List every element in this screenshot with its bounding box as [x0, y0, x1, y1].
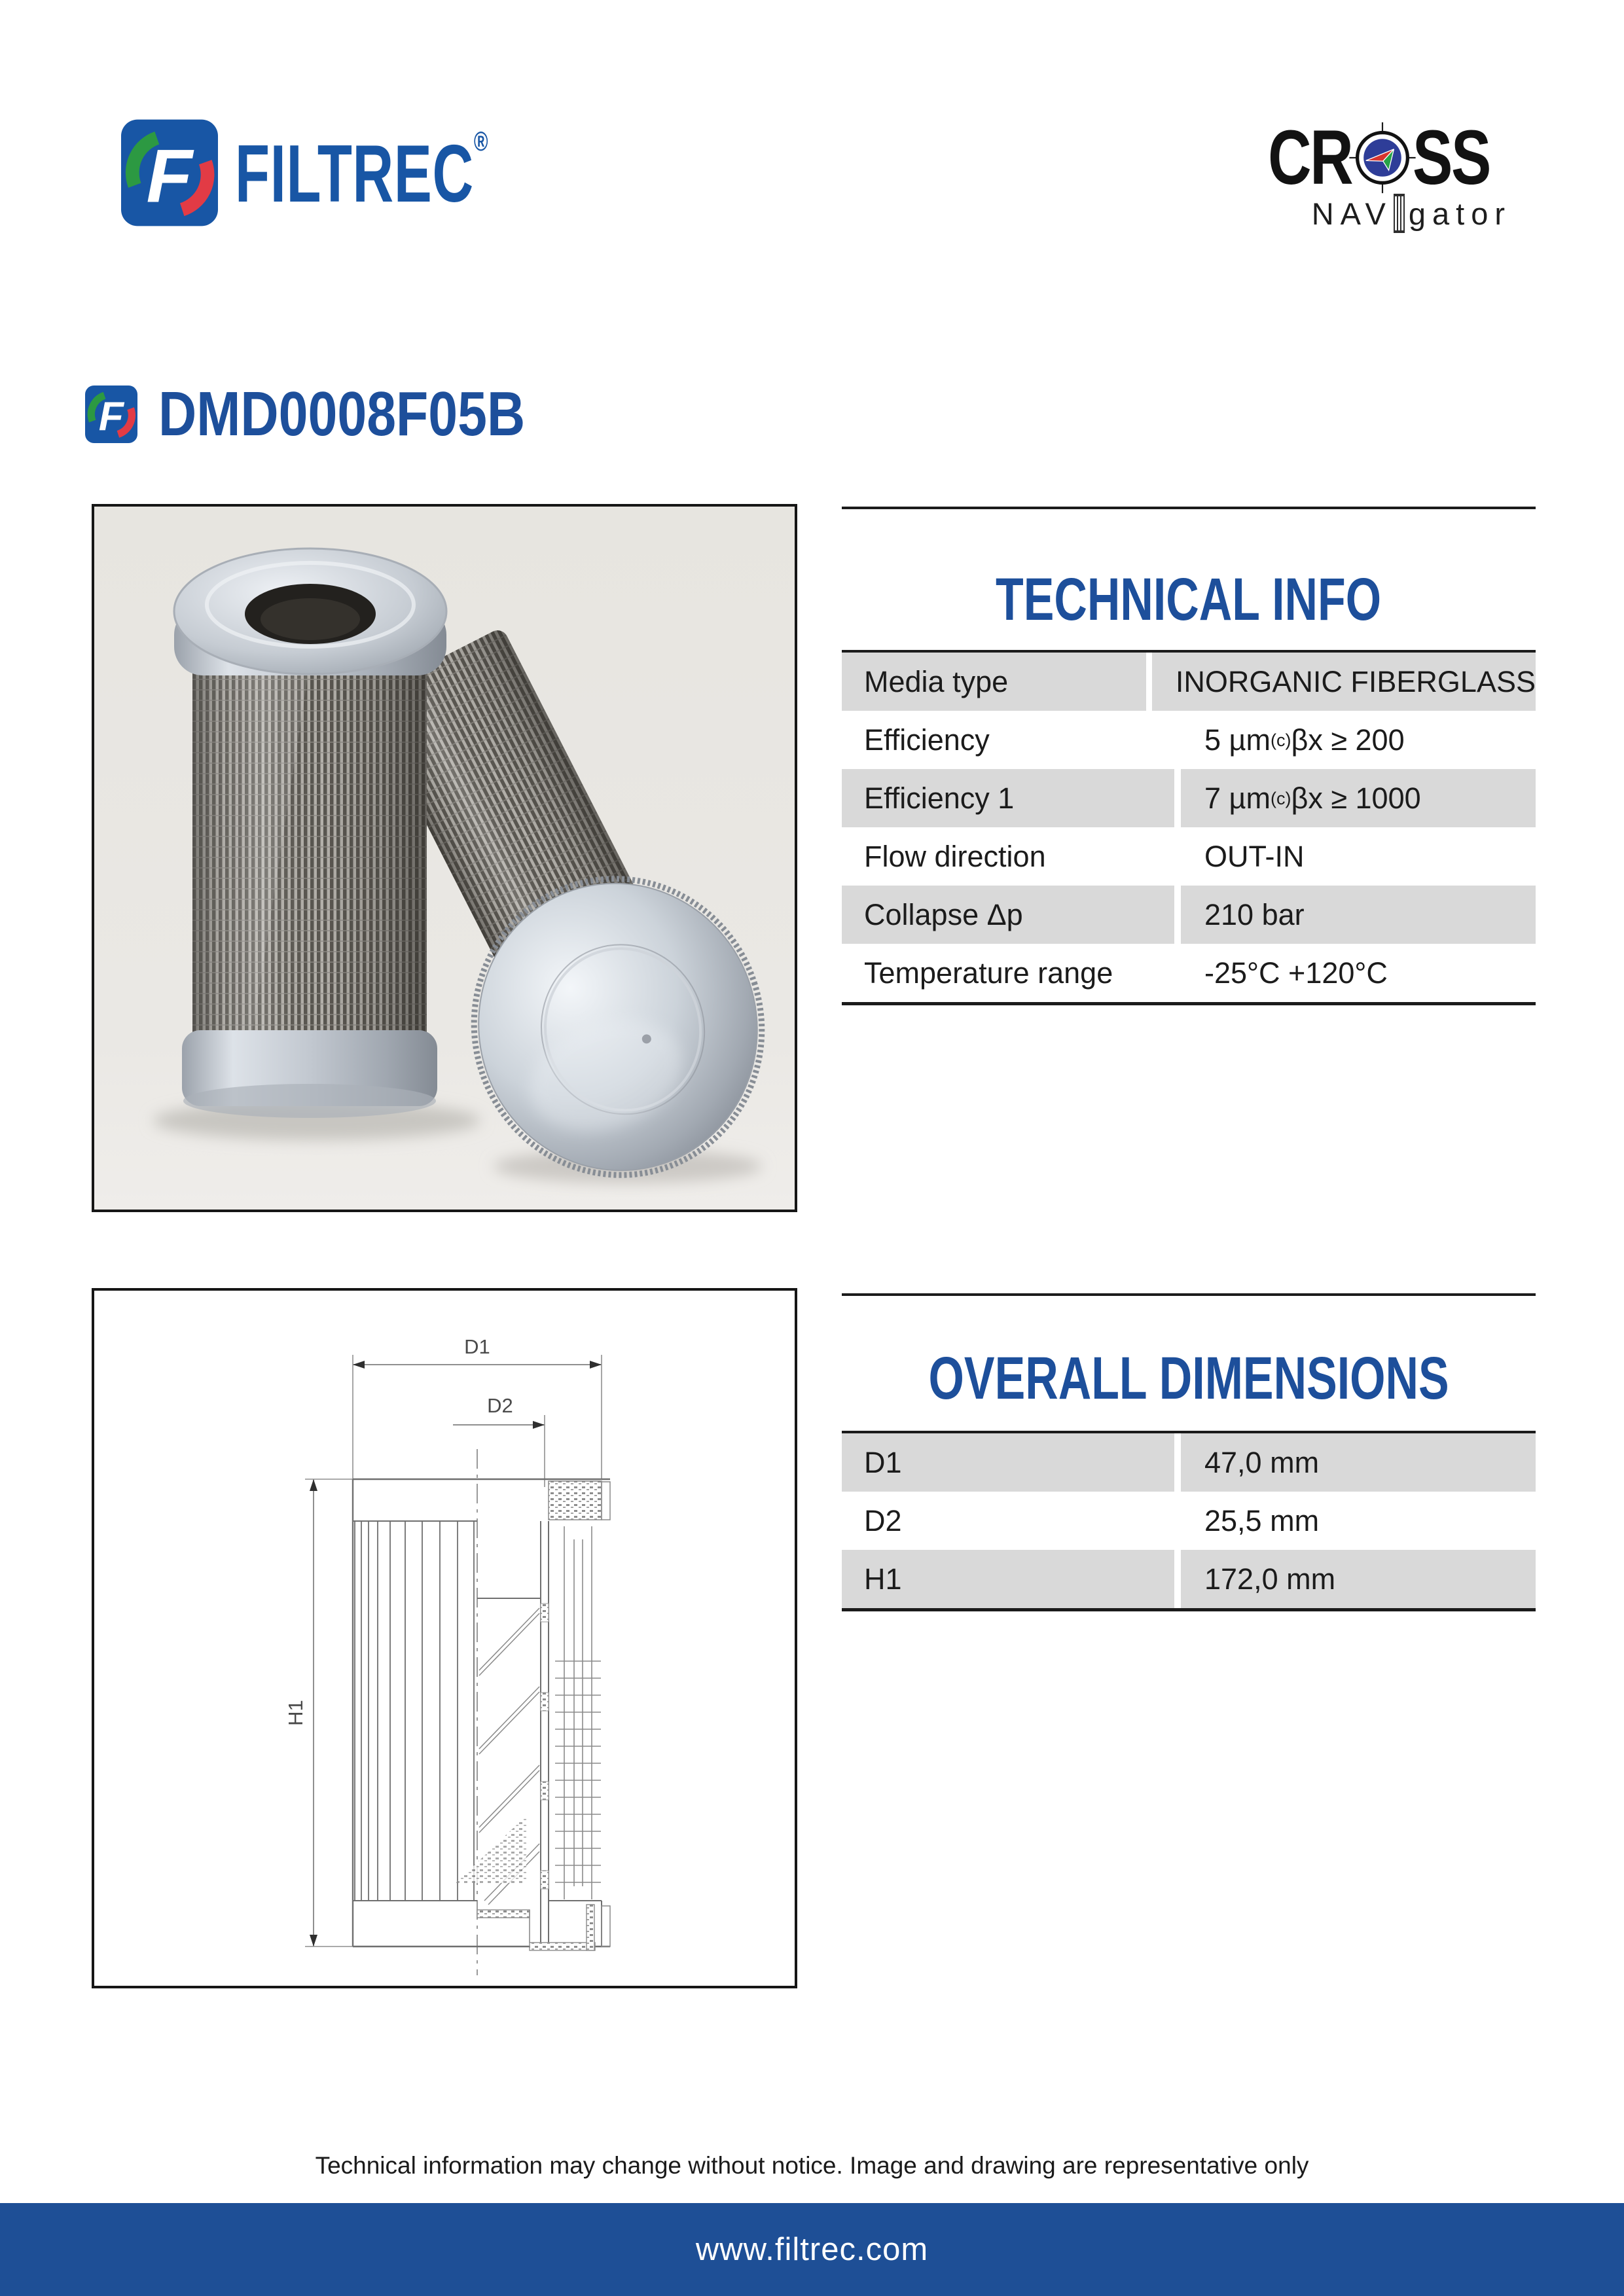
overall-dimensions-divider	[842, 1293, 1536, 1296]
table-row	[842, 1550, 1536, 1608]
disclaimer-text: Technical information may change without notice. Image and drawing are representative only	[315, 2152, 1309, 2179]
table-row	[842, 653, 1536, 711]
product-filtrec-icon	[85, 384, 137, 444]
table-row	[842, 944, 1536, 1002]
row-value: 47,0 mm	[1181, 1433, 1536, 1492]
overall-dimensions-title: OVERALL DIMENSIONS	[928, 1345, 1449, 1412]
cross-logo-text-left: CR	[1268, 115, 1352, 201]
svg-text:F: F	[98, 394, 124, 439]
row-label: D2	[864, 1503, 902, 1537]
registered-mark: ®	[473, 125, 489, 156]
pillar-icon	[1394, 194, 1405, 233]
table-row	[842, 827, 1536, 886]
row-label: Efficiency	[864, 723, 990, 757]
table-row	[842, 886, 1536, 944]
technical-drawing	[92, 1288, 797, 1988]
filtrec-logo-text: FILTREC®	[235, 125, 489, 219]
table-row	[842, 1433, 1536, 1492]
filtrec-logo	[121, 119, 597, 226]
row-label: D1	[842, 1433, 1174, 1492]
product-code: DMD0008F05B	[158, 379, 526, 449]
row-value: INORGANIC FIBERGLASS	[1152, 653, 1536, 711]
row-label: H1	[842, 1550, 1174, 1608]
drawing-label-h1: H1	[284, 1700, 307, 1726]
row-label: Media type	[842, 653, 1146, 711]
compass-icon	[1351, 126, 1414, 189]
row-label: Temperature range	[864, 956, 1113, 990]
product-photo	[92, 504, 797, 1212]
row-label: Flow direction	[864, 839, 1046, 873]
overall-dimensions-table	[842, 1431, 1536, 1611]
row-value: 210 bar	[1181, 886, 1536, 944]
row-value: 172,0 mm	[1181, 1550, 1536, 1608]
technical-info-divider	[842, 507, 1536, 509]
table-row	[842, 769, 1536, 827]
cross-logo-text-right: SS	[1412, 115, 1490, 201]
svg-text:F: F	[146, 134, 192, 219]
technical-drawing-image	[94, 1291, 795, 1986]
filter-element-standing	[174, 548, 446, 1118]
drawing-label-d1: D1	[464, 1335, 490, 1358]
technical-info-table	[842, 650, 1536, 1005]
row-value: 7 µm (c) βx ≥ 1000	[1181, 769, 1536, 827]
filtrec-logo-icon	[121, 119, 218, 226]
product-title-row	[85, 378, 595, 450]
cross-navigator-logo	[1236, 115, 1511, 233]
cross-logo-subtitle: NAV gator	[1236, 194, 1511, 233]
row-value: OUT-IN	[1204, 839, 1305, 873]
row-value: 25,5 mm	[1204, 1503, 1320, 1537]
table-row	[842, 711, 1536, 769]
drawing-label-d2: D2	[487, 1394, 513, 1417]
row-label: Collapse Δp	[842, 886, 1174, 944]
website-link[interactable]: www.filtrec.com	[695, 2232, 929, 2267]
row-label: Efficiency 1	[842, 769, 1174, 827]
row-value: 5 µm (c) βx ≥ 200	[1204, 723, 1405, 757]
table-row	[842, 1492, 1536, 1550]
row-value: -25°C +120°C	[1204, 956, 1388, 990]
footer-bar	[0, 2203, 1624, 2296]
product-photo-image	[94, 507, 795, 1210]
technical-info-title: TECHNICAL INFO	[996, 566, 1382, 633]
